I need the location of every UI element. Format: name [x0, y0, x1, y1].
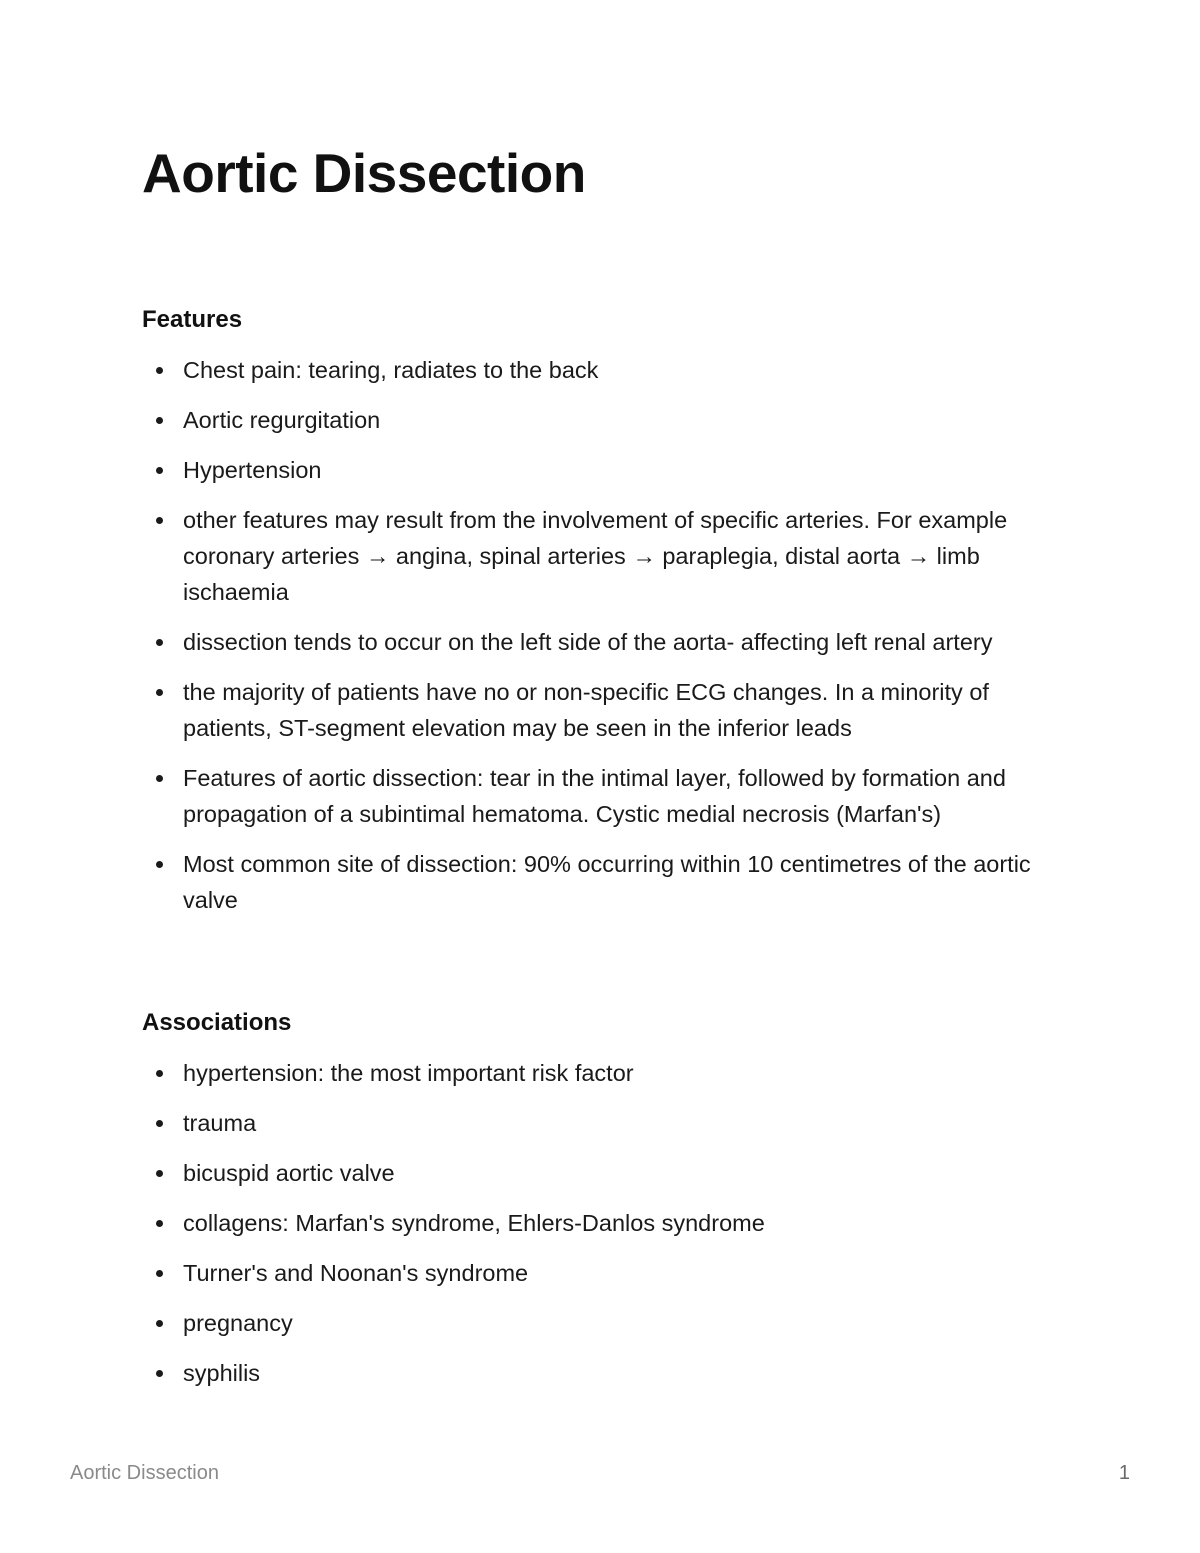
list-item-text: trauma — [183, 1110, 257, 1136]
associations-list — [142, 1055, 1062, 1391]
associations-section — [142, 1006, 1062, 1405]
list-item — [142, 1155, 1062, 1191]
list-item-text: collagens: Marfan's syndrome, Ehlers-Danlos syndrome — [183, 1210, 765, 1236]
list-item-text: pregnancy — [183, 1310, 293, 1336]
bullet-icon — [156, 1370, 163, 1377]
list-item — [142, 452, 1062, 488]
features-section — [142, 303, 1062, 932]
list-item — [142, 402, 1062, 438]
list-item-text: bicuspid aortic valve — [183, 1160, 395, 1186]
bullet-icon — [156, 861, 163, 868]
list-item — [142, 1105, 1062, 1141]
list-item-text: Hypertension — [183, 457, 322, 483]
bullet-icon — [156, 467, 163, 474]
list-item-text: Aortic regurgitation — [183, 407, 381, 433]
features-list — [142, 352, 1062, 918]
list-item — [142, 1205, 1062, 1241]
page-title: Aortic Dissection — [142, 142, 586, 204]
list-item — [142, 1055, 1062, 1091]
list-item — [142, 760, 1062, 832]
bullet-icon — [156, 1320, 163, 1327]
list-item — [142, 624, 1062, 660]
bullet-icon — [156, 1220, 163, 1227]
list-item — [142, 502, 1062, 610]
associations-heading: Associations — [142, 1009, 292, 1036]
bullet-icon — [156, 1070, 163, 1077]
bullet-icon — [156, 367, 163, 374]
list-item-text: Features of aortic dissection: tear in the intimal layer, followed by formation and propagation of a subintimal hematoma. Cystic medial necrosis (Marfan's) — [183, 765, 1006, 827]
list-item-text: hypertension: the most important risk factor — [183, 1060, 634, 1086]
list-item — [142, 846, 1062, 918]
list-item-text: dissection tends to occur on the left side of the aorta- affecting left renal artery — [183, 629, 993, 655]
bullet-icon — [156, 1270, 163, 1277]
features-heading: Features — [142, 306, 243, 333]
list-item — [142, 352, 1062, 388]
list-item — [142, 674, 1062, 746]
bullet-icon — [156, 639, 163, 646]
bullet-icon — [156, 517, 163, 524]
footer-document-title: Aortic Dissection — [70, 1462, 219, 1484]
bullet-icon — [156, 775, 163, 782]
list-item-text: other features may result from the involvement of specific arteries. For example coronary arteries → angina, spinal arteries → paraplegia, distal aorta → limb ischaemia — [183, 507, 1008, 605]
bullet-icon — [156, 1170, 163, 1177]
bullet-icon — [156, 417, 163, 424]
list-item-text: the majority of patients have no or non-specific ECG changes. In a minority of patients, ST-segment elevation may be seen in the inferior leads — [183, 679, 989, 741]
list-item — [142, 1305, 1062, 1341]
bullet-icon — [156, 1120, 163, 1127]
bullet-icon — [156, 689, 163, 696]
list-item-text: syphilis — [183, 1360, 261, 1386]
list-item-text: Chest pain: tearing, radiates to the back — [183, 357, 599, 383]
list-item-text: Most common site of dissection: 90% occurring within 10 centimetres of the aortic valve — [183, 851, 1031, 913]
footer-page-number: 1 — [1118, 1462, 1130, 1484]
list-item — [142, 1355, 1062, 1391]
list-item-text: Turner's and Noonan's syndrome — [183, 1260, 529, 1286]
list-item — [142, 1255, 1062, 1291]
